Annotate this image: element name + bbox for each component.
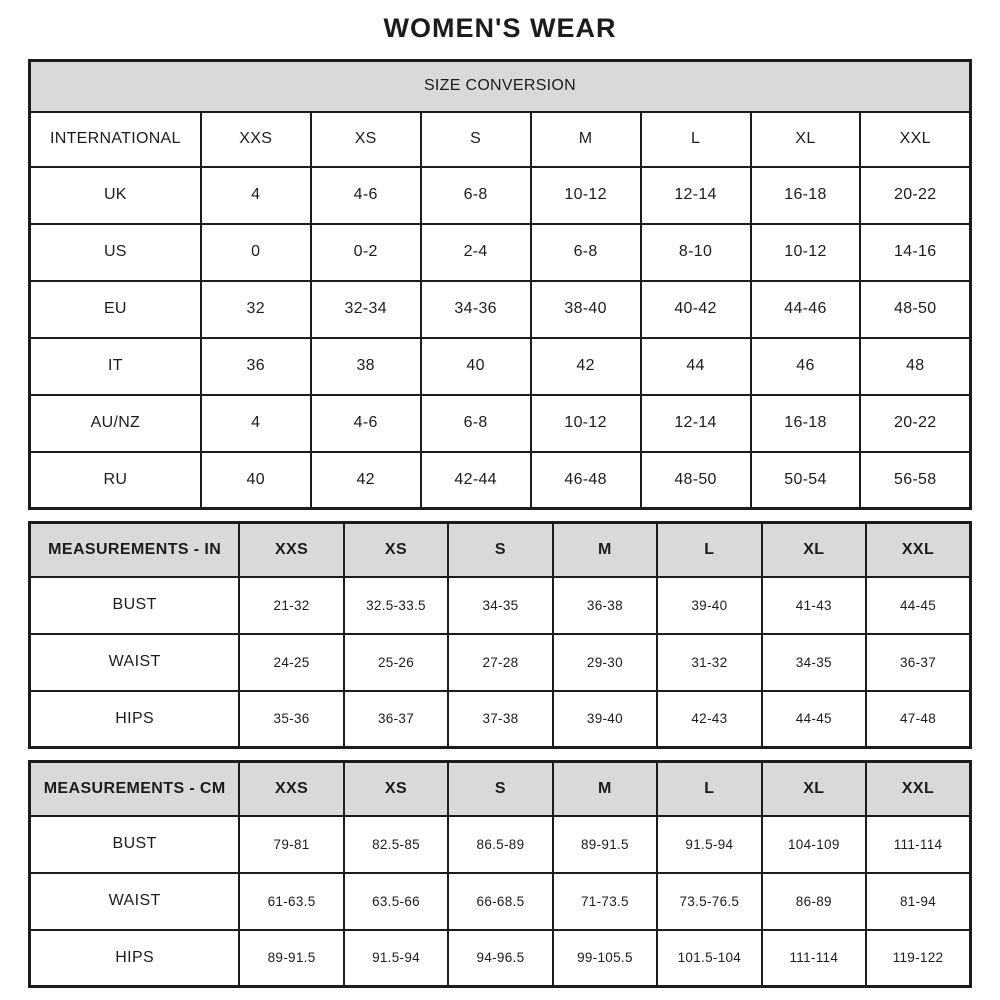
data-cell: 111-114 bbox=[762, 930, 866, 987]
data-cell: 82.5-85 bbox=[344, 816, 448, 873]
size-conversion-header-row bbox=[30, 112, 971, 167]
data-cell: 101.5-104 bbox=[657, 930, 761, 987]
data-cell: 56-58 bbox=[860, 452, 970, 509]
data-cell: 44 bbox=[641, 338, 751, 395]
measurements-cm-header-label: MEASUREMENTS - CM bbox=[30, 762, 240, 816]
data-cell: 48-50 bbox=[860, 281, 970, 338]
data-cell: 4 bbox=[201, 167, 311, 224]
data-cell: 71-73.5 bbox=[553, 873, 657, 930]
data-cell: 25-26 bbox=[344, 634, 448, 691]
data-cell: 42-44 bbox=[421, 452, 531, 509]
data-cell: 81-94 bbox=[866, 873, 970, 930]
data-cell: 4-6 bbox=[311, 167, 421, 224]
size-conversion-header-label: INTERNATIONAL bbox=[30, 112, 201, 167]
data-cell: 36 bbox=[201, 338, 311, 395]
measurements-cm-size-header: XL bbox=[762, 762, 866, 816]
data-cell: 91.5-94 bbox=[344, 930, 448, 987]
data-cell: 8-10 bbox=[641, 224, 751, 281]
data-cell: 48-50 bbox=[641, 452, 751, 509]
measurements-cm-row bbox=[30, 816, 971, 873]
row-label-cell: UK bbox=[30, 167, 201, 224]
measurements-in-size-header: XXL bbox=[866, 523, 970, 577]
data-cell: 32.5-33.5 bbox=[344, 577, 448, 634]
data-cell: 40-42 bbox=[641, 281, 751, 338]
data-cell: 39-40 bbox=[553, 691, 657, 748]
measurements-in-size-header: S bbox=[448, 523, 552, 577]
data-cell: 94-96.5 bbox=[448, 930, 552, 987]
row-label-cell: AU/NZ bbox=[30, 395, 201, 452]
row-label-cell: BUST bbox=[30, 577, 240, 634]
size-conversion-size-header: XL bbox=[751, 112, 861, 167]
data-cell: 37-38 bbox=[448, 691, 552, 748]
measurements-cm-size-header: XS bbox=[344, 762, 448, 816]
data-cell: 27-28 bbox=[448, 634, 552, 691]
data-cell: 4-6 bbox=[311, 395, 421, 452]
data-cell: 42 bbox=[311, 452, 421, 509]
data-cell: 86-89 bbox=[762, 873, 866, 930]
data-cell: 48 bbox=[860, 338, 970, 395]
size-conversion-size-header: XXL bbox=[860, 112, 970, 167]
size-conversion-size-header: XS bbox=[311, 112, 421, 167]
size-conversion-size-header: L bbox=[641, 112, 751, 167]
size-conversion-size-header: M bbox=[531, 112, 641, 167]
measurements-cm-header-row bbox=[30, 762, 971, 816]
data-cell: 104-109 bbox=[762, 816, 866, 873]
data-cell: 29-30 bbox=[553, 634, 657, 691]
data-cell: 20-22 bbox=[860, 395, 970, 452]
data-cell: 63.5-66 bbox=[344, 873, 448, 930]
measurements-in-size-header: XL bbox=[762, 523, 866, 577]
size-conversion-size-header: S bbox=[421, 112, 531, 167]
data-cell: 39-40 bbox=[657, 577, 761, 634]
data-cell: 16-18 bbox=[751, 167, 861, 224]
measurements-in-row bbox=[30, 691, 971, 748]
data-cell: 42-43 bbox=[657, 691, 761, 748]
data-cell: 35-36 bbox=[239, 691, 343, 748]
data-cell: 89-91.5 bbox=[553, 816, 657, 873]
data-cell: 46 bbox=[751, 338, 861, 395]
measurements-in-table bbox=[28, 521, 972, 749]
data-cell: 89-91.5 bbox=[239, 930, 343, 987]
data-cell: 0-2 bbox=[311, 224, 421, 281]
measurements-cm-size-header: S bbox=[448, 762, 552, 816]
measurements-in-row bbox=[30, 634, 971, 691]
measurements-in-header-row bbox=[30, 523, 971, 577]
data-cell: 31-32 bbox=[657, 634, 761, 691]
size-conversion-row bbox=[30, 452, 971, 509]
measurements-cm-table bbox=[28, 760, 972, 988]
data-cell: 10-12 bbox=[751, 224, 861, 281]
data-cell: 61-63.5 bbox=[239, 873, 343, 930]
measurements-in-row bbox=[30, 577, 971, 634]
data-cell: 47-48 bbox=[866, 691, 970, 748]
size-conversion-row bbox=[30, 338, 971, 395]
data-cell: 73.5-76.5 bbox=[657, 873, 761, 930]
row-label-cell: EU bbox=[30, 281, 201, 338]
measurements-in-size-header: XS bbox=[344, 523, 448, 577]
data-cell: 21-32 bbox=[239, 577, 343, 634]
data-cell: 0 bbox=[201, 224, 311, 281]
data-cell: 14-16 bbox=[860, 224, 970, 281]
measurements-in-size-header: M bbox=[553, 523, 657, 577]
data-cell: 44-45 bbox=[762, 691, 866, 748]
data-cell: 38-40 bbox=[531, 281, 641, 338]
data-cell: 79-81 bbox=[239, 816, 343, 873]
size-conversion-row bbox=[30, 395, 971, 452]
data-cell: 38 bbox=[311, 338, 421, 395]
tables-container bbox=[0, 59, 1000, 988]
size-conversion-banner-row bbox=[30, 61, 971, 112]
data-cell: 6-8 bbox=[421, 395, 531, 452]
data-cell: 4 bbox=[201, 395, 311, 452]
row-label-cell: IT bbox=[30, 338, 201, 395]
size-conversion-banner-title: SIZE CONVERSION bbox=[30, 61, 971, 112]
measurements-cm-size-header: L bbox=[657, 762, 761, 816]
size-conversion-row bbox=[30, 281, 971, 338]
data-cell: 34-36 bbox=[421, 281, 531, 338]
size-conversion-row bbox=[30, 224, 971, 281]
measurements-in-header-label: MEASUREMENTS - IN bbox=[30, 523, 240, 577]
data-cell: 6-8 bbox=[531, 224, 641, 281]
data-cell: 32-34 bbox=[311, 281, 421, 338]
measurements-cm-row bbox=[30, 930, 971, 987]
data-cell: 66-68.5 bbox=[448, 873, 552, 930]
data-cell: 34-35 bbox=[762, 634, 866, 691]
page-title: WOMEN'S WEAR bbox=[383, 13, 617, 43]
data-cell: 40 bbox=[421, 338, 531, 395]
measurements-in-size-header: L bbox=[657, 523, 761, 577]
data-cell: 44-46 bbox=[751, 281, 861, 338]
data-cell: 119-122 bbox=[866, 930, 970, 987]
measurements-cm-size-header: XXL bbox=[866, 762, 970, 816]
data-cell: 42 bbox=[531, 338, 641, 395]
data-cell: 2-4 bbox=[421, 224, 531, 281]
row-label-cell: WAIST bbox=[30, 634, 240, 691]
data-cell: 36-37 bbox=[866, 634, 970, 691]
data-cell: 41-43 bbox=[762, 577, 866, 634]
data-cell: 40 bbox=[201, 452, 311, 509]
data-cell: 12-14 bbox=[641, 395, 751, 452]
row-label-cell: HIPS bbox=[30, 691, 240, 748]
measurements-cm-row bbox=[30, 873, 971, 930]
size-conversion-row bbox=[30, 167, 971, 224]
data-cell: 36-37 bbox=[344, 691, 448, 748]
row-label-cell: RU bbox=[30, 452, 201, 509]
data-cell: 10-12 bbox=[531, 395, 641, 452]
measurements-cm-size-header: M bbox=[553, 762, 657, 816]
row-label-cell: BUST bbox=[30, 816, 240, 873]
measurements-in-size-header: XXS bbox=[239, 523, 343, 577]
data-cell: 20-22 bbox=[860, 167, 970, 224]
row-label-cell: HIPS bbox=[30, 930, 240, 987]
data-cell: 36-38 bbox=[553, 577, 657, 634]
data-cell: 6-8 bbox=[421, 167, 531, 224]
data-cell: 44-45 bbox=[866, 577, 970, 634]
data-cell: 99-105.5 bbox=[553, 930, 657, 987]
data-cell: 46-48 bbox=[531, 452, 641, 509]
data-cell: 86.5-89 bbox=[448, 816, 552, 873]
data-cell: 50-54 bbox=[751, 452, 861, 509]
measurements-cm-size-header: XXS bbox=[239, 762, 343, 816]
size-conversion-size-header: XXS bbox=[201, 112, 311, 167]
data-cell: 111-114 bbox=[866, 816, 970, 873]
data-cell: 24-25 bbox=[239, 634, 343, 691]
data-cell: 34-35 bbox=[448, 577, 552, 634]
size-conversion-table bbox=[28, 59, 972, 510]
data-cell: 16-18 bbox=[751, 395, 861, 452]
data-cell: 32 bbox=[201, 281, 311, 338]
row-label-cell: WAIST bbox=[30, 873, 240, 930]
row-label-cell: US bbox=[30, 224, 201, 281]
data-cell: 10-12 bbox=[531, 167, 641, 224]
data-cell: 91.5-94 bbox=[657, 816, 761, 873]
data-cell: 12-14 bbox=[641, 167, 751, 224]
